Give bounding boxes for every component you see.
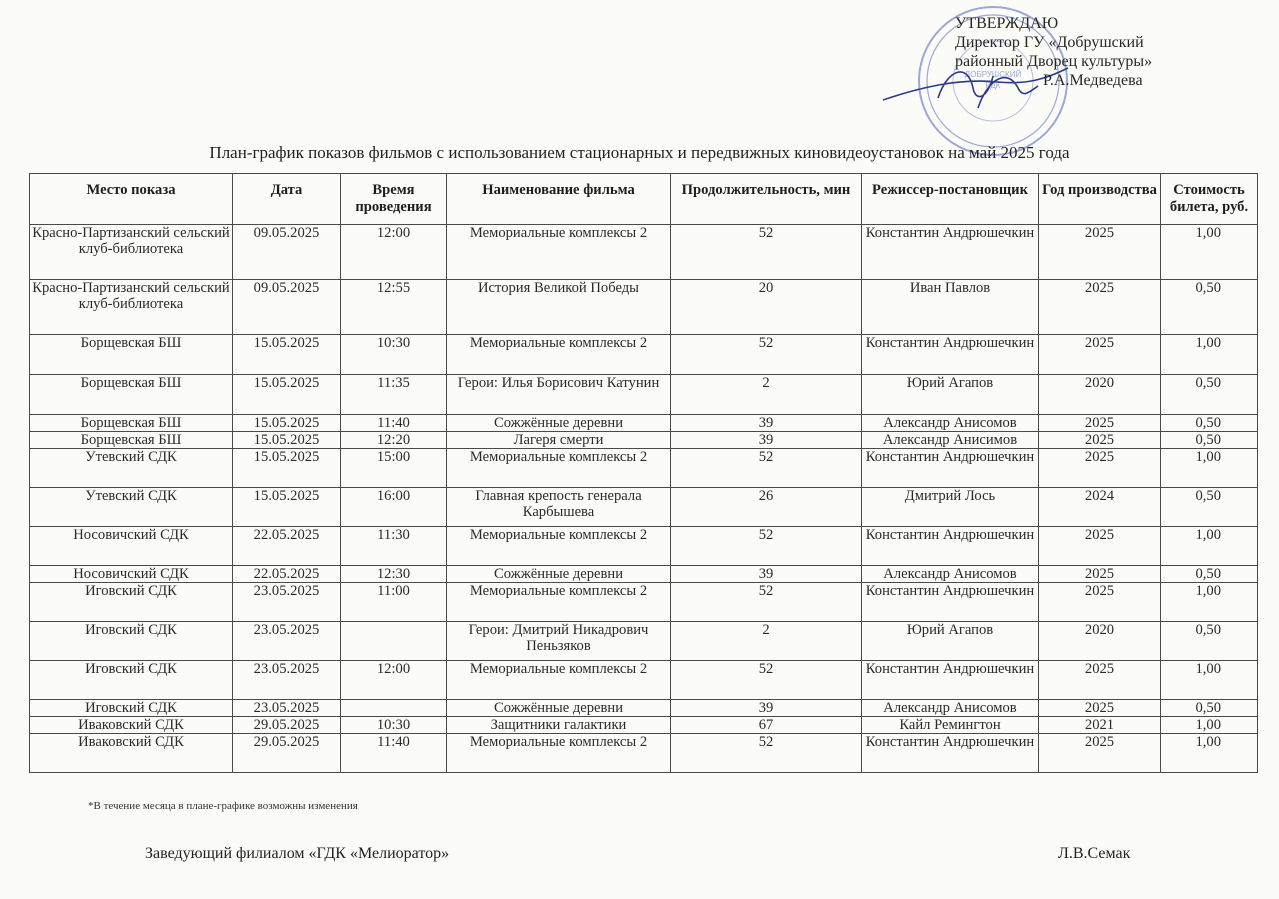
cell-time: 12:30	[341, 566, 447, 583]
cell-director: Константин Андрюшечкин	[862, 527, 1039, 566]
schedule-table	[29, 173, 1258, 773]
cell-place: Иговский СДК	[30, 700, 233, 717]
cell-year: 2020	[1039, 622, 1161, 661]
cell-film: Защитники галактики	[447, 717, 671, 734]
cell-director: Юрий Агапов	[862, 622, 1039, 661]
cell-film: Главная крепость генерала Карбышева	[447, 488, 671, 527]
cell-film: Герои: Илья Борисович Катунин	[447, 375, 671, 415]
header-time: Время проведения	[341, 174, 447, 225]
table-header-row	[30, 174, 1258, 225]
cell-date: 09.05.2025	[233, 280, 341, 335]
table-row	[30, 527, 1258, 566]
cell-time	[341, 700, 447, 717]
cell-date: 15.05.2025	[233, 488, 341, 527]
cell-date: 29.05.2025	[233, 734, 341, 773]
cell-film: Лагеря смерти	[447, 432, 671, 449]
table-row	[30, 335, 1258, 375]
header-director: Режиссер-постановщик	[862, 174, 1039, 225]
cell-time: 12:20	[341, 432, 447, 449]
approval-organization: районный Дворец культуры»	[955, 53, 1153, 70]
cell-year: 2025	[1039, 700, 1161, 717]
cell-time: 12:00	[341, 661, 447, 700]
cell-place: Борщевская БШ	[30, 415, 233, 432]
cell-date: 15.05.2025	[233, 335, 341, 375]
cell-time: 11:30	[341, 527, 447, 566]
cell-year: 2025	[1039, 225, 1161, 280]
cell-duration: 20	[671, 280, 862, 335]
cell-place: Борщевская БШ	[30, 375, 233, 415]
table-row	[30, 280, 1258, 335]
cell-film: История Великой Победы	[447, 280, 671, 335]
header-year: Год производства	[1039, 174, 1161, 225]
cell-date: 09.05.2025	[233, 225, 341, 280]
cell-duration: 67	[671, 717, 862, 734]
cell-director: Константин Андрюшечкин	[862, 734, 1039, 773]
cell-director: Константин Андрюшечкин	[862, 583, 1039, 622]
cell-time: 12:00	[341, 225, 447, 280]
approval-signer: Р.А.Медведева	[1043, 72, 1143, 89]
cell-director: Юрий Агапов	[862, 375, 1039, 415]
table-row	[30, 449, 1258, 488]
cell-place: Иговский СДК	[30, 583, 233, 622]
cell-film: Мемориальные комплексы 2	[447, 734, 671, 773]
cell-date: 15.05.2025	[233, 449, 341, 488]
cell-director: Александр Анисомов	[862, 700, 1039, 717]
cell-duration: 52	[671, 734, 862, 773]
cell-place: Красно-Партизанский сельский клуб-библиотека	[30, 280, 233, 335]
cell-director: Кайл Ремингтон	[862, 717, 1039, 734]
cell-director: Иван Павлов	[862, 280, 1039, 335]
cell-cost: 0,50	[1161, 280, 1258, 335]
cell-cost: 1,00	[1161, 583, 1258, 622]
footer-name: Л.В.Семак	[1058, 845, 1131, 862]
approval-position: Директор ГУ «Добрушский	[955, 34, 1144, 51]
header-cost: Стоимость билета, руб.	[1161, 174, 1258, 225]
cell-time: 12:55	[341, 280, 447, 335]
cell-duration: 52	[671, 583, 862, 622]
svg-text:ДОБРУШСКИЙ: ДОБРУШСКИЙ	[964, 70, 1022, 79]
cell-cost: 0,50	[1161, 375, 1258, 415]
cell-place: Утевский СДК	[30, 449, 233, 488]
cell-place: Борщевская БШ	[30, 335, 233, 375]
cell-time: 11:35	[341, 375, 447, 415]
cell-place: Иваковский СДК	[30, 717, 233, 734]
cell-year: 2021	[1039, 717, 1161, 734]
table-row	[30, 661, 1258, 700]
cell-director: Александр Анисомов	[862, 566, 1039, 583]
table-row	[30, 415, 1258, 432]
cell-year: 2025	[1039, 734, 1161, 773]
cell-cost: 1,00	[1161, 734, 1258, 773]
cell-date: 15.05.2025	[233, 432, 341, 449]
cell-place: Носовичский СДК	[30, 566, 233, 583]
cell-cost: 1,00	[1161, 225, 1258, 280]
cell-date: 29.05.2025	[233, 717, 341, 734]
cell-cost: 0,50	[1161, 700, 1258, 717]
cell-year: 2024	[1039, 488, 1161, 527]
cell-duration: 39	[671, 415, 862, 432]
header-place: Место показа	[30, 174, 233, 225]
cell-time: 11:00	[341, 583, 447, 622]
header-date: Дата	[233, 174, 341, 225]
cell-place: Красно-Партизанский сельский клуб-библиотека	[30, 225, 233, 280]
cell-film: Мемориальные комплексы 2	[447, 583, 671, 622]
cell-date: 23.05.2025	[233, 700, 341, 717]
cell-place: Борщевская БШ	[30, 432, 233, 449]
cell-year: 2025	[1039, 661, 1161, 700]
approval-heading: УТВЕРЖДАЮ	[955, 15, 1059, 32]
header-duration: Продолжительность, мин	[671, 174, 862, 225]
cell-cost: 1,00	[1161, 449, 1258, 488]
cell-place: Иговский СДК	[30, 622, 233, 661]
cell-year: 2025	[1039, 415, 1161, 432]
cell-time: 16:00	[341, 488, 447, 527]
cell-time: 10:30	[341, 717, 447, 734]
cell-director: Константин Андрюшечкин	[862, 225, 1039, 280]
cell-film: Сожжённые деревни	[447, 700, 671, 717]
cell-place: Утевский СДК	[30, 488, 233, 527]
table-row	[30, 717, 1258, 734]
cell-film: Мемориальные комплексы 2	[447, 225, 671, 280]
cell-year: 2025	[1039, 449, 1161, 488]
table-row	[30, 488, 1258, 527]
table-row	[30, 700, 1258, 717]
cell-date: 15.05.2025	[233, 375, 341, 415]
cell-year: 2025	[1039, 583, 1161, 622]
cell-date: 22.05.2025	[233, 566, 341, 583]
footer-position: Заведующий филиалом «ГДК «Мелиоратор»	[145, 845, 450, 862]
cell-duration: 39	[671, 432, 862, 449]
cell-cost: 0,50	[1161, 415, 1258, 432]
cell-film: Герои: Дмитрий Никадрович Пеньзяков	[447, 622, 671, 661]
table-row	[30, 622, 1258, 661]
cell-director: Константин Андрюшечкин	[862, 335, 1039, 375]
cell-place: Иговский СДК	[30, 661, 233, 700]
table-row	[30, 583, 1258, 622]
cell-cost: 0,50	[1161, 566, 1258, 583]
cell-date: 22.05.2025	[233, 527, 341, 566]
cell-duration: 26	[671, 488, 862, 527]
table-row	[30, 566, 1258, 583]
table-row	[30, 734, 1258, 773]
cell-cost: 0,50	[1161, 622, 1258, 661]
cell-director: Александр Анисомов	[862, 415, 1039, 432]
document-title: План-график показов фильмов с использованием стационарных и передвижных киновидеоустановок на май 2025 года	[209, 143, 1070, 162]
cell-duration: 52	[671, 449, 862, 488]
cell-director: Константин Андрюшечкин	[862, 661, 1039, 700]
cell-date: 23.05.2025	[233, 583, 341, 622]
cell-film: Мемориальные комплексы 2	[447, 335, 671, 375]
cell-cost: 0,50	[1161, 488, 1258, 527]
approval-block	[955, 14, 1152, 90]
cell-time: 11:40	[341, 734, 447, 773]
cell-film: Мемориальные комплексы 2	[447, 661, 671, 700]
cell-year: 2025	[1039, 527, 1161, 566]
cell-year: 2025	[1039, 432, 1161, 449]
cell-cost: 1,00	[1161, 717, 1258, 734]
cell-year: 2025	[1039, 280, 1161, 335]
cell-time: 11:40	[341, 415, 447, 432]
cell-duration: 39	[671, 700, 862, 717]
cell-place: Носовичский СДК	[30, 527, 233, 566]
cell-film: Мемориальные комплексы 2	[447, 527, 671, 566]
cell-time: 10:30	[341, 335, 447, 375]
cell-duration: 2	[671, 622, 862, 661]
cell-date: 23.05.2025	[233, 661, 341, 700]
cell-time: 15:00	[341, 449, 447, 488]
svg-text:РДК: РДК	[985, 81, 1001, 90]
cell-cost: 0,50	[1161, 432, 1258, 449]
cell-year: 2025	[1039, 335, 1161, 375]
footnote: *В течение месяца в плане-графике возможны изменения	[88, 800, 358, 812]
cell-cost: 1,00	[1161, 661, 1258, 700]
cell-film: Сожжённые деревни	[447, 566, 671, 583]
cell-duration: 2	[671, 375, 862, 415]
cell-year: 2020	[1039, 375, 1161, 415]
table-row	[30, 225, 1258, 280]
header-film: Наименование фильма	[447, 174, 671, 225]
cell-duration: 52	[671, 661, 862, 700]
cell-duration: 52	[671, 527, 862, 566]
cell-place: Иваковский СДК	[30, 734, 233, 773]
cell-cost: 1,00	[1161, 527, 1258, 566]
table-row	[30, 432, 1258, 449]
cell-duration: 52	[671, 335, 862, 375]
cell-date: 23.05.2025	[233, 622, 341, 661]
cell-director: Дмитрий Лось	[862, 488, 1039, 527]
table-row	[30, 375, 1258, 415]
cell-date: 15.05.2025	[233, 415, 341, 432]
cell-film: Мемориальные комплексы 2	[447, 449, 671, 488]
cell-cost: 1,00	[1161, 335, 1258, 375]
cell-director: Александр Анисимов	[862, 432, 1039, 449]
cell-director: Константин Андрюшечкин	[862, 449, 1039, 488]
cell-duration: 39	[671, 566, 862, 583]
cell-duration: 52	[671, 225, 862, 280]
cell-film: Сожжённые деревни	[447, 415, 671, 432]
cell-time	[341, 622, 447, 661]
cell-year: 2025	[1039, 566, 1161, 583]
